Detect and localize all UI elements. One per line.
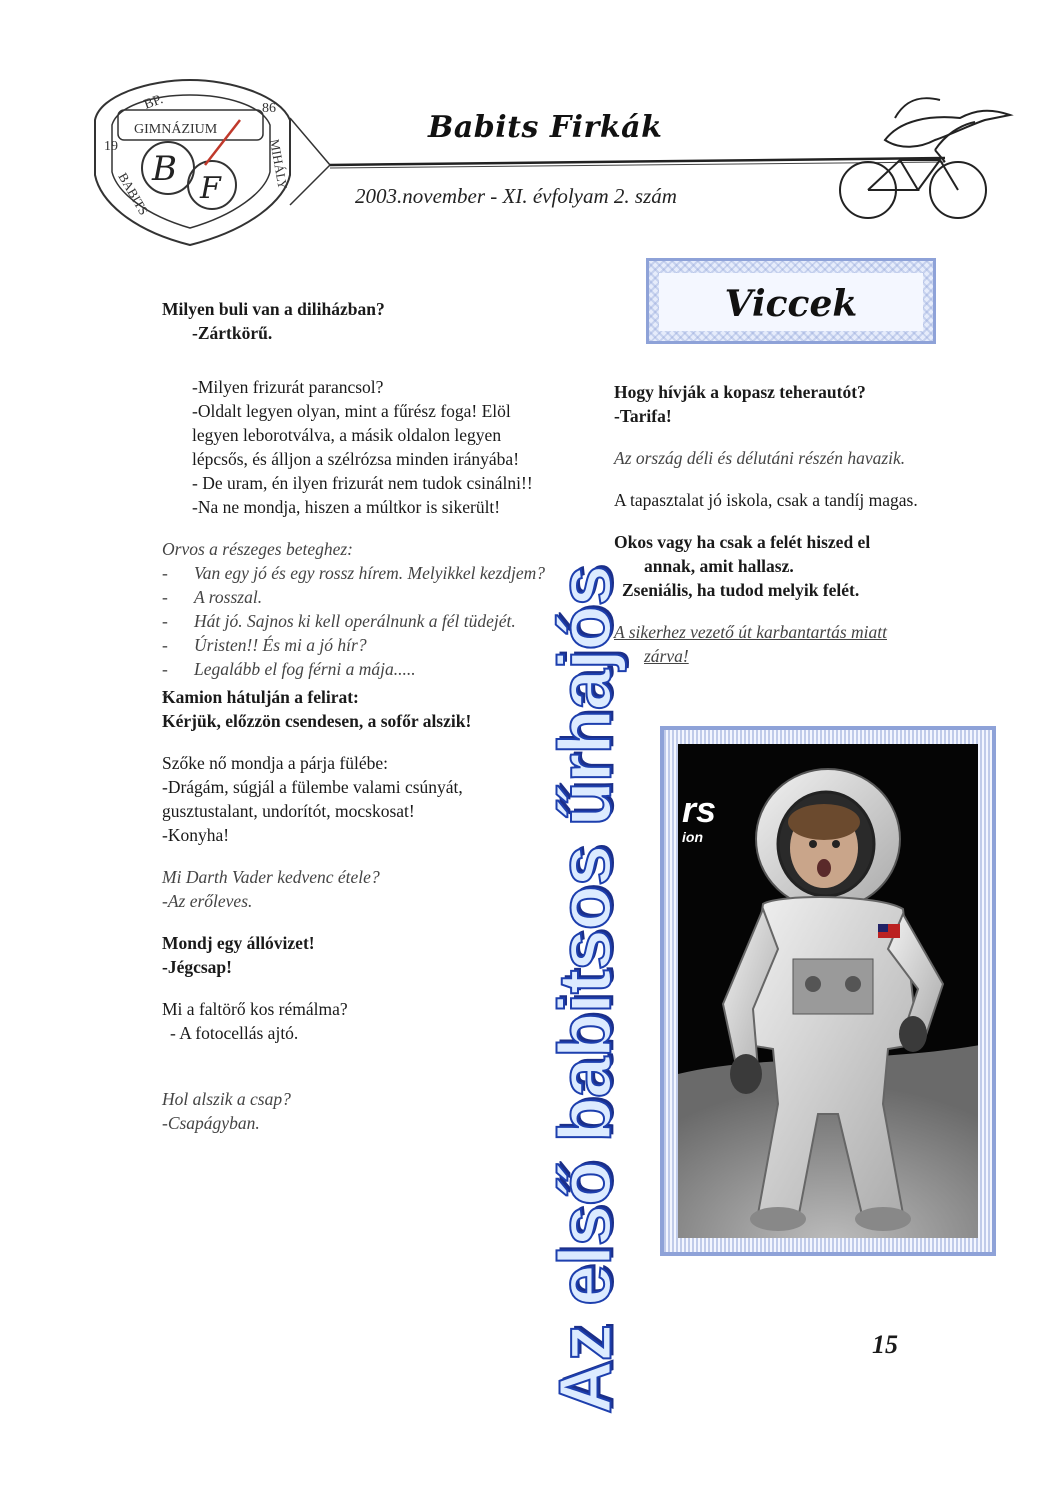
banner-text: Az első babitsos űrhajós — [543, 566, 627, 1414]
crest-letter-b: B — [152, 149, 177, 189]
crest-letter-f: F — [200, 171, 221, 206]
astronaut-icon — [678, 744, 978, 1238]
joke-szoke — [162, 751, 552, 847]
joke-line: -Oldalt legyen olyan, mint a fűrész foga! Elöl legyen leborotválva, a másik oldalon legyen lépcsős, és álljon a szélrózsa minden irányába! — [192, 401, 520, 469]
joke-question: Hogy hívják a kopasz teherautót? — [614, 382, 866, 402]
joke-question: Mondj egy állóvizet! — [162, 933, 315, 953]
joke-answer: -Jégcsap! — [162, 957, 232, 977]
joke-answer: - A fotocellás ajtó. — [170, 1023, 299, 1043]
joke-csap — [162, 1087, 552, 1135]
section-title: Viccek — [724, 283, 858, 325]
joke-answer: -Az erőleves. — [162, 891, 253, 911]
photo-frame — [660, 726, 996, 1256]
dialog-line: - Legalább el fog férni a mája..... — [162, 657, 552, 681]
joke-line: -Drágám, súgjál a fülembe valami csúnyát, gusztustalant, undorítót, mocskosat! — [162, 777, 463, 821]
right-column — [614, 380, 974, 686]
joke-line: Kamion hátulján a felirat: — [162, 687, 359, 707]
joke-tapasztalat — [614, 488, 974, 512]
joke-question: Milyen buli van a diliházban? — [162, 299, 385, 319]
masthead-line — [330, 158, 945, 165]
joke-line: annak, amit hallasz. — [644, 556, 794, 576]
dialog-line: - Van egy jó és egy rossz hírem. Melyikkel kezdjem? — [162, 561, 552, 585]
joke-question: Hol alszik a csap? — [162, 1089, 291, 1109]
crest-side-left: BABITS — [115, 170, 152, 218]
masthead-title: Babits Firkák — [428, 110, 663, 145]
joke-line: Okos vagy ha csak a felét hiszed el — [614, 532, 871, 552]
joke-orvos — [162, 537, 552, 681]
vertical-banner — [510, 566, 660, 1414]
joke-intro: Orvos a részeges beteghez: — [162, 539, 353, 559]
joke-line: - De uram, én ilyen frizurát nem tudok csinálni!! — [192, 473, 533, 493]
joke-havazik — [614, 446, 974, 470]
crest-bp-text: BP. — [142, 92, 166, 113]
joke-line: Zseniális, ha tudod melyik felét. — [622, 580, 860, 600]
joke-dilihaz — [162, 297, 552, 345]
dialog-line: - A rosszal. — [162, 585, 552, 609]
joke-line: -Milyen frizurát parancsol? — [192, 377, 384, 397]
joke-line: -Konyha! — [162, 825, 230, 845]
joke-line: A sikerhez vezető út karbantartás miatt — [614, 622, 888, 642]
joke-line: Az ország déli és délutáni részén havazik. — [614, 448, 906, 468]
masthead — [0, 0, 1061, 260]
joke-siker — [614, 620, 974, 668]
dialog-line: - Úristen!! És mi a jó hír? — [162, 633, 552, 657]
joke-answer: -Tarifa! — [614, 406, 672, 426]
joke-answer: -Csapágyban. — [162, 1113, 260, 1133]
joke-line: -Na ne mondja, hiszen a múltkor is sikerült! — [192, 497, 501, 517]
joke-line: Szőke nő mondja a párja fülébe: — [162, 753, 388, 773]
school-crest-icon — [95, 80, 290, 245]
astronaut-photo — [678, 744, 978, 1238]
joke-vader — [162, 865, 552, 913]
joke-allovizet — [162, 931, 552, 979]
joke-line: A tapasztalat jó iskola, csak a tandíj magas. — [614, 490, 918, 510]
joke-question: Mi Darth Vader kedvenc étele? — [162, 867, 380, 887]
joke-line: Kérjük, előzzön csendesen, a sofőr alszik! — [162, 711, 472, 731]
crest-banner-text: GIMNÁZIUM — [134, 122, 218, 137]
section-title-box — [646, 258, 936, 344]
joke-frizura — [162, 363, 552, 519]
crest-year-right: 86 — [262, 101, 276, 116]
joke-answer: -Zártkörű. — [192, 323, 273, 343]
photo-caption — [682, 789, 717, 845]
crest-side-right: MIHÁLY — [267, 137, 291, 191]
joke-faltoro — [162, 997, 552, 1045]
photo-caption-big: rs — [682, 789, 717, 830]
dialog-line: - Hát jó. Sajnos ki kell operálnunk a fél tüdejét. — [162, 609, 552, 633]
left-column — [162, 297, 552, 1153]
photo-caption-small: ion — [682, 829, 703, 845]
crest-year-left: 19 — [104, 139, 118, 154]
joke-okos — [614, 530, 974, 602]
joke-tarifa — [614, 380, 974, 428]
joke-question: Mi a faltörő kos rémálma? — [162, 999, 348, 1019]
section-title-inner — [659, 273, 923, 331]
page-number: 15 — [872, 1330, 898, 1359]
joke-line: zárva! — [644, 646, 689, 666]
masthead-subtitle: 2003.november - XI. évfolyam 2. szám — [355, 184, 677, 208]
joke-kamion — [162, 685, 552, 733]
